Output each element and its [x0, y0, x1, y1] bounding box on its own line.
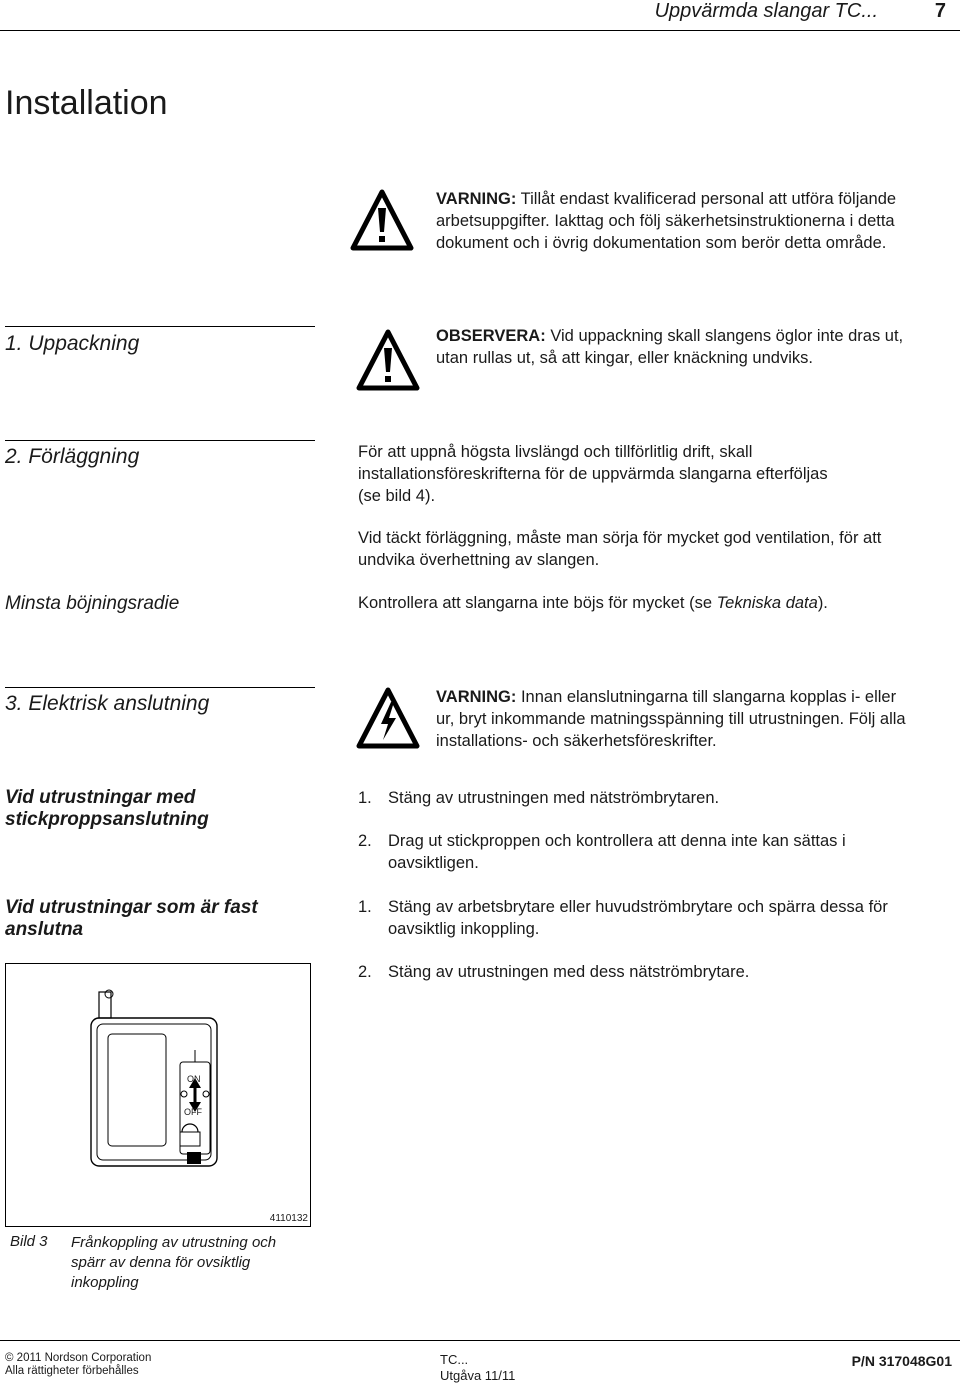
section-2-paragraph-3: Kontrollera att slangarna inte böjs för mycket (se Tekniska data). [358, 594, 828, 612]
section-3-rule [5, 687, 315, 688]
part-number: P/N 317048G01 [851, 1353, 952, 1369]
general-warning-text: VARNING: Tillåt endast kvalificerad personal att utföra följande arbetsuppgifter. Iakttag och följ säkerhetsinstruktionerna i detta dokument och i övrig dokumentation som berör detta område. [436, 190, 897, 252]
warning-triangle-icon [350, 188, 414, 252]
section-3-heading: 3. Elektrisk anslutning [5, 692, 210, 715]
section-2-paragraph-2: Vid täckt förläggning, måste man sörja för mycket god ventilation, för att undvika överhettning av slangen. [358, 529, 882, 569]
fixed-step-2: 2. Stäng av utrustningen med dess nätströmbrytare. [358, 963, 750, 981]
fixed-connected-heading: Vid utrustningar som är fast anslutna [5, 897, 258, 940]
figure-caption-text: Frånkoppling av utrustning och spärr av denna för ovsiktlig inkoppling [71, 1234, 277, 1291]
plug-step-1: 1. Stäng av utrustningen med nätströmbrytaren. [358, 789, 720, 807]
section-2-rule [5, 440, 315, 441]
section-1-caution-text: OBSERVERA: Vid uppackning skall slangens öglor inte dras ut, utan rullas ut, så att kingar, eller knäckning undviks. [436, 327, 904, 367]
min-bend-radius-heading: Minsta böjningsradie [5, 593, 180, 614]
plug-connected-heading: Vid utrustningar med stickproppsanslutning [5, 787, 209, 830]
section-1-rule [5, 326, 315, 327]
electrical-hazard-icon [356, 686, 420, 750]
footer-left: © 2011 Nordson Corporation Alla rättigheter förbehålles [5, 1352, 152, 1377]
page-number: 7 [934, 0, 946, 22]
header-rule [0, 30, 960, 31]
plug-step-2: 2. Drag ut stickproppen och kontrollera att denna inte kan sättas i oavsiktligen. [358, 832, 846, 872]
footer-rule [0, 1340, 960, 1341]
page-title: Installation [5, 84, 168, 122]
disconnect-switch-illustration [6, 964, 310, 1226]
footer-center: TC... Utgåva 11/11 [440, 1352, 516, 1383]
figure-id: 4110132 [269, 1213, 308, 1224]
section-1-heading: 1. Uppackning [5, 332, 140, 355]
running-header-title: Uppvärmda slangar TC... [654, 0, 878, 22]
fixed-step-1: 1. Stäng av arbetsbrytare eller huvudströmbrytare och spärra dessa för oavsiktlig inkoppling. [358, 898, 888, 938]
section-2-heading: 2. Förläggning [5, 445, 140, 468]
switch-on-label: ON [187, 1074, 201, 1084]
section-2-paragraph-1: För att uppnå högsta livslängd och tillförlitlig drift, skall installationsföreskrifterna för de uppvärmda slangarna efterföljas (se bild 4). [358, 443, 828, 505]
caution-triangle-icon [356, 328, 420, 392]
figure-caption-label: Bild 3 [10, 1233, 48, 1250]
switch-off-label: OFF [184, 1107, 202, 1117]
section-3-warning-text: VARNING: Innan elanslutningarna till slangarna kopplas i- eller ur, bryt inkommande matningsspänning till utrustningen. Följ alla installations- och säkerhetsföreskrifter. [436, 688, 906, 750]
figure-frame [5, 963, 311, 1227]
